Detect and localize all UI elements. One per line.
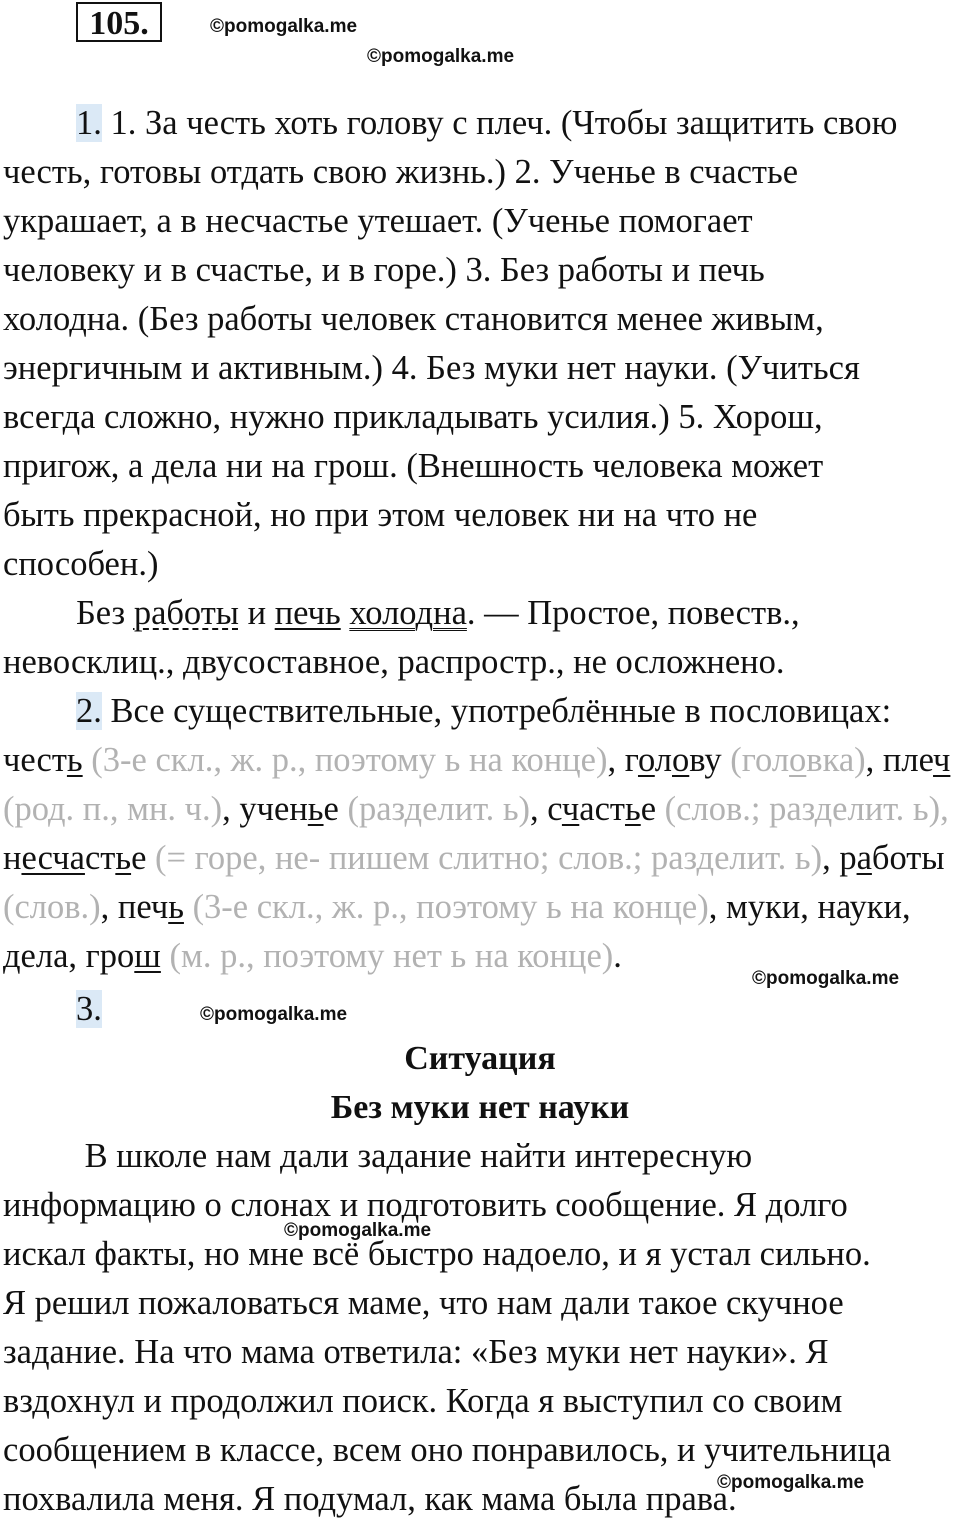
task1-line: способен.) <box>3 545 159 583</box>
story-line: похвалила меня. Я подумал, как мама была права. <box>3 1480 737 1518</box>
task1-marker: 1. <box>76 104 102 142</box>
task1-line: честь, готовы отдать свою жизнь.) 2. Ученье в счастье <box>3 153 799 191</box>
task1-line: человеку и в счастье, и в горе.) 3. Без работы и печь <box>3 251 765 289</box>
exercise-number: 105. <box>76 2 162 42</box>
task2-line: честь (3-е скл., ж. р., поэтому ь на конце), голову (головка), плеч <box>3 741 951 779</box>
task1-line: всегда сложно, нужно прикладывать усилия.) 5. Хорош, <box>3 398 823 436</box>
task3-marker-line <box>3 985 102 1034</box>
task3-marker: 3. <box>76 990 102 1028</box>
story-line: Я решил пожаловаться маме, что нам дали такое скучное <box>3 1284 844 1322</box>
watermark: ©pomogalka.me <box>367 46 515 67</box>
task1-line: пригож, а дела ни на грош. (Внешность человека может <box>3 447 824 485</box>
story-line: вздохнул и продолжил поиск. Когда я выступил со своим <box>3 1382 843 1420</box>
story-line: задание. На что мама ответила: «Без муки нет науки». Я <box>3 1333 829 1371</box>
subject-underline: печь <box>274 594 341 632</box>
task1-line: быть прекрасной, но при этом человек ни на что не <box>3 496 758 534</box>
task2-line: (слов.), печь (3-е скл., ж. р., поэтому ь на конце), муки, науки, <box>3 888 911 926</box>
watermark: ©pomogalka.me <box>752 968 900 989</box>
story-line: информацию о слонах и подготовить сообщение. Я долго <box>3 1186 848 1224</box>
predicate-underline: холодна <box>349 594 467 632</box>
watermark: ©pomogalka.me <box>200 1004 348 1025</box>
story-line: В школе нам дали задание найти интересную <box>76 1137 753 1175</box>
sentence-analysis-line: невосклиц., двусоставное, распростр., не осложнено. <box>3 643 785 681</box>
task1-line: холодна. (Без работы человек становится менее живым, <box>3 300 824 338</box>
task1-line: 1. 1. За честь хоть голову с плеч. (Чтобы защитить свою <box>76 104 898 142</box>
sentence-analysis: Без работы и печь холодна. — Простое, повеств., <box>76 594 800 632</box>
situation-title: Ситуация <box>404 1040 556 1077</box>
watermark: ©pomogalka.me <box>210 16 358 37</box>
task1-line: украшает, а в несчастье утешает. (Ученье помогает <box>3 202 753 240</box>
task2-line: (род. п., мн. ч.), ученье (разделит. ь), счастье (слов.; разделит. ь), <box>3 790 949 828</box>
task2-intro: 2. Все существительные, употреблённые в пословицах: <box>76 692 892 730</box>
watermark: ©pomogalka.me <box>284 1220 432 1241</box>
task2-line: дела, грош (м. р., поэтому нет ь на конце). <box>3 937 622 975</box>
story-line: сообщением в классе, всем оно понравилось, и учительница <box>3 1431 892 1469</box>
story-line: искал факты, но мне всё быстро надоело, и я устал сильно. <box>3 1235 871 1273</box>
watermark: ©pomogalka.me <box>717 1472 865 1493</box>
task2-marker: 2. <box>76 692 102 730</box>
situation-subtitle: Без муки нет науки <box>330 1089 630 1126</box>
object-underline: работы <box>133 594 239 632</box>
task2-line: несчастье (= горе, не- пишем слитно; слов.; разделит. ь), работы <box>3 839 945 877</box>
task1-line: энергичным и активным.) 4. Без муки нет науки. (Учиться <box>3 349 860 387</box>
